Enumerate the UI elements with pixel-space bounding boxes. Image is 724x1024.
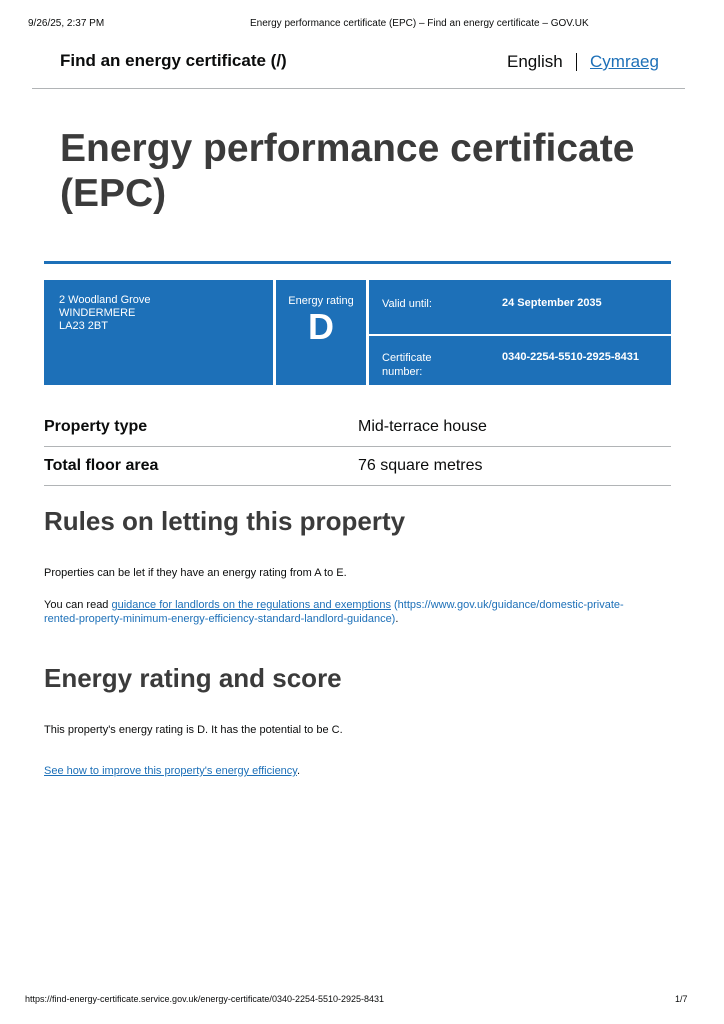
rating-letter: D: [308, 306, 334, 347]
property-type-label: Property type: [44, 418, 148, 435]
footer-url: https://find-energy-certificate.service.gov.uk/energy-certificate/0340-2254-5510-2925-8431: [25, 994, 385, 1004]
energy-rating-paragraph: This property's energy rating is D. It has the potential to be C.: [44, 724, 343, 736]
header-divider: [32, 88, 685, 89]
address-box: [44, 280, 273, 385]
valid-until-label: Valid until:: [382, 298, 432, 310]
guidance-suffix: .: [395, 613, 399, 625]
page-title: Energy performance certificate (EPC): [60, 127, 635, 215]
certificate-number-value: 0340-2254-5510-2925-8431: [502, 351, 640, 363]
valid-until-box: [369, 280, 671, 334]
address-line-2: WINDERMERE: [59, 307, 136, 319]
energy-rating-heading: Energy rating and score: [44, 663, 342, 693]
rating-box: [276, 280, 366, 385]
guidance-prefix: You can read: [44, 599, 112, 611]
landlord-guidance-paragraph: [44, 598, 684, 626]
footer-page-number: 1/7: [675, 994, 688, 1004]
floor-area-value: 76 square metres: [358, 457, 483, 474]
improve-paragraph: [44, 764, 300, 778]
rating-label: Energy rating: [288, 295, 354, 307]
certificate-number-label: Certificate number:: [382, 352, 432, 378]
floor-area-label: Total floor area: [44, 457, 159, 474]
service-name-link[interactable]: Find an energy certificate (/): [60, 51, 287, 70]
language-cymraeg-link[interactable]: Cymraeg: [590, 52, 659, 71]
print-title: Energy performance certificate (EPC) – Find an energy certificate – GOV.UK: [250, 18, 589, 29]
letting-heading: Rules on letting this property: [44, 506, 406, 536]
letting-paragraph: Properties can be let if they have an energy rating from A to E.: [44, 567, 347, 579]
improve-efficiency-link[interactable]: See how to improve this property's energy efficiency: [44, 765, 297, 777]
print-date: 9/26/25, 2:37 PM: [28, 18, 105, 29]
title-divider: [44, 261, 671, 264]
row-divider: [44, 446, 671, 447]
valid-until-value: 24 September 2035: [502, 297, 602, 309]
certificate-number-box: [369, 336, 671, 385]
improve-suffix: .: [296, 765, 301, 777]
property-type-value: Mid-terrace house: [358, 418, 487, 435]
guidance-url-line-2[interactable]: rented-property-minimum-energy-efficiency-standard-landlord-guidance): [44, 613, 396, 625]
address-line-1: 2 Woodland Grove: [59, 294, 151, 306]
language-separator: [576, 53, 577, 71]
guidance-url-line-1[interactable]: (https://www.gov.uk/guidance/domestic-private-: [394, 599, 624, 611]
address-line-3: LA23 2BT: [59, 320, 108, 332]
row-divider: [44, 485, 671, 486]
language-english: English: [507, 52, 563, 71]
landlord-guidance-link[interactable]: guidance for landlords on the regulations and exemptions: [111, 599, 391, 611]
